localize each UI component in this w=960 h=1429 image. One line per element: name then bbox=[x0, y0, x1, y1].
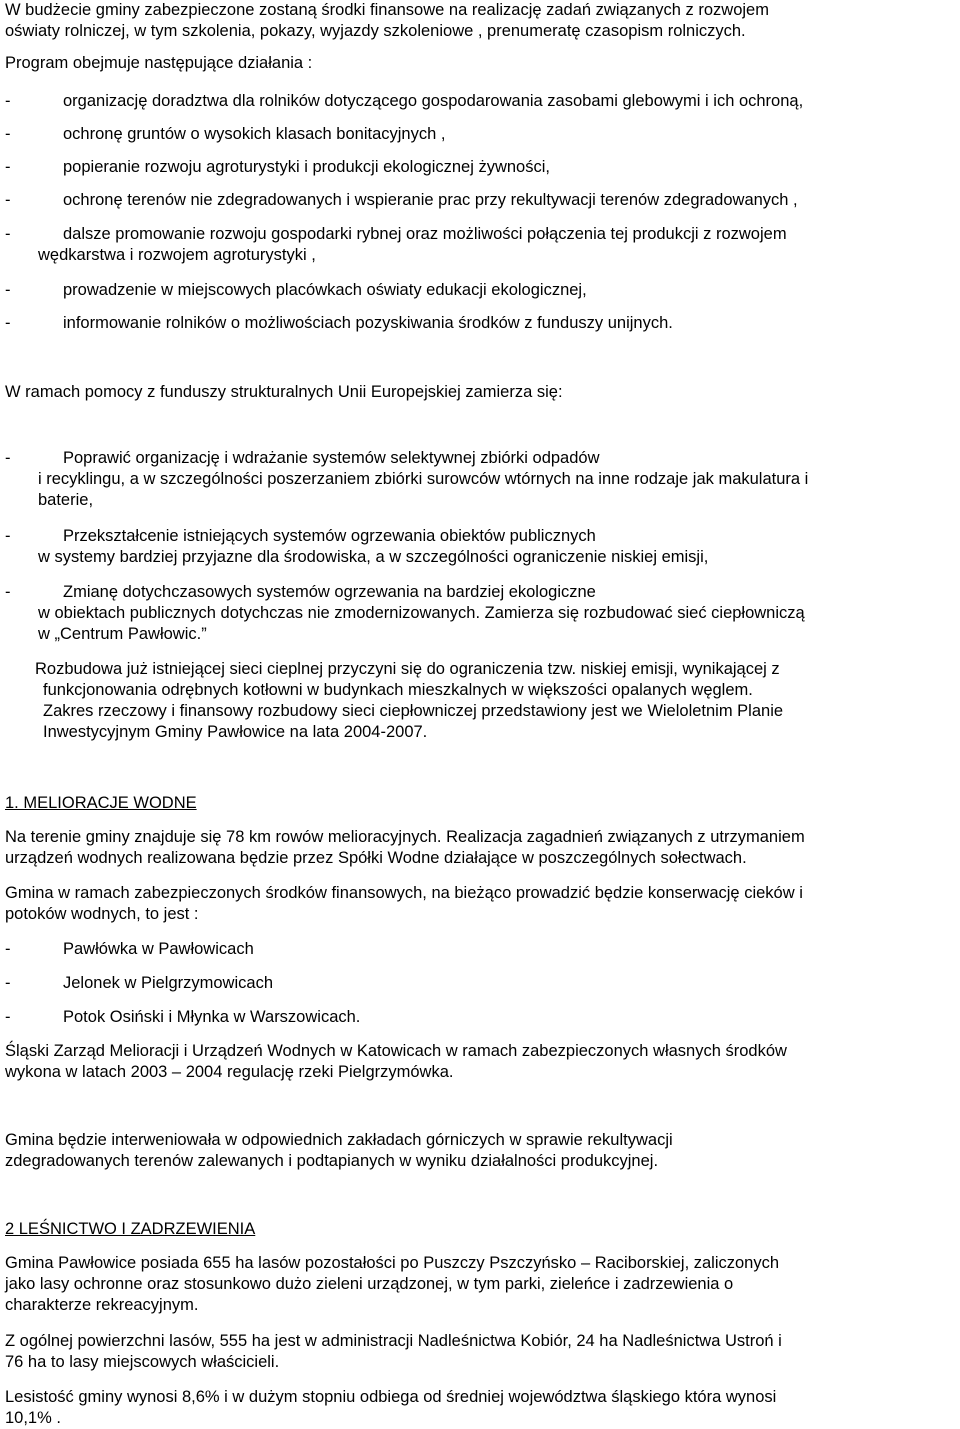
list-item-text: prowadzenie w miejscowych placówkach oświaty edukacji ekologicznej, bbox=[63, 281, 587, 299]
eu-list-item bbox=[5, 448, 956, 511]
list-item-text: Jelonek w Pielgrzymowicach bbox=[63, 974, 273, 992]
text-line: 10,1% . bbox=[5, 1409, 61, 1427]
text-line: Gmina Pawłowice posiada 655 ha lasów pozostałości po Puszczy Pszczyńsko – Raciborskiej, zaliczonych bbox=[5, 1254, 780, 1272]
list-dash: - bbox=[5, 940, 11, 958]
heating-paragraph bbox=[0, 659, 960, 743]
list-dash: - bbox=[5, 281, 11, 299]
list-dash: - bbox=[5, 158, 11, 176]
list-item-continuation: wędkarstwa i rozwojem agroturystyki , bbox=[38, 246, 316, 264]
list-dash: - bbox=[5, 125, 11, 143]
text-line: oświaty rolniczej, w tym szkolenia, pokazy, wyjazdy szkoleniowe , prenumeratę czasopism rolniczych. bbox=[5, 22, 746, 40]
list-item-continuation: w „Centrum Pawłowic.” bbox=[38, 625, 207, 643]
list-dash: - bbox=[5, 583, 11, 601]
list-item-text: Zmianę dotychczasowych systemów ogrzewania na bardziej ekologiczne bbox=[63, 583, 596, 601]
list-dash: - bbox=[5, 974, 11, 992]
text-line: Zakres rzeczowy i finansowy rozbudowy sieci ciepłowniczej przedstawiony jest we Wieloletnim Planie bbox=[43, 702, 784, 720]
melioracje-paragraph-3 bbox=[5, 1041, 956, 1083]
text-line: funkcjonowania odrębnych kotłowni w budynkach mieszkalnych w większości opalanych węglem. bbox=[43, 681, 753, 699]
stream-list-item bbox=[5, 939, 956, 960]
lesnictwo-paragraph-3 bbox=[5, 1387, 956, 1429]
program-list-item bbox=[5, 313, 956, 334]
list-item-continuation: baterie, bbox=[38, 491, 94, 509]
text-line: zdegradowanych terenów zalewanych i podtapianych w wyniku działalności produkcyjnej. bbox=[5, 1152, 659, 1170]
list-item-text: ochronę gruntów o wysokich klasach bonitacyjnych , bbox=[63, 125, 446, 143]
program-list-item bbox=[5, 190, 956, 211]
lesnictwo-paragraph-2 bbox=[5, 1331, 956, 1373]
list-dash: - bbox=[5, 314, 11, 332]
text-line: 76 ha to lasy miejscowych właścicieli. bbox=[5, 1353, 280, 1371]
list-item-text: Przekształcenie istniejących systemów ogrzewania obiektów publicznych bbox=[63, 527, 596, 545]
melioracje-paragraph-1 bbox=[5, 827, 956, 869]
list-item-text: popieranie rozwoju agroturystyki i produkcji ekologicznej żywności, bbox=[63, 158, 550, 176]
text-line: Rozbudowa już istniejącej sieci cieplnej przyczyni się do ograniczenia tzw. niskiej emisji, wynikającej z bbox=[35, 660, 780, 678]
eu-intro: W ramach pomocy z funduszy strukturalnych Unii Europejskiej zamierza się: bbox=[5, 383, 563, 401]
list-item-text: Potok Osiński i Młynka w Warszowicach. bbox=[63, 1008, 361, 1026]
text-line: Na terenie gminy znajduje się 78 km rowów melioracyjnych. Realizacja zagadnień związanych z utrzymaniem bbox=[5, 828, 805, 846]
stream-list-item bbox=[5, 1007, 956, 1028]
list-dash: - bbox=[5, 527, 11, 545]
list-item-text: Pawłówka w Pawłowicach bbox=[63, 940, 254, 958]
text-line: Lesistość gminy wynosi 8,6% i w dużym stopniu odbiega od średniej województwa śląskiego która wynosi bbox=[5, 1388, 777, 1406]
intro-paragraph bbox=[5, 0, 956, 42]
text-line: Z ogólnej powierzchni lasów, 555 ha jest w administracji Nadleśnictwa Kobiór, 24 ha Nadleśnictwa Ustroń i bbox=[5, 1332, 782, 1350]
list-item-text: dalsze promowanie rozwoju gospodarki rybnej oraz możliwości połączenia tej produkcji z rozwojem bbox=[63, 225, 787, 243]
list-dash: - bbox=[5, 449, 11, 467]
list-dash: - bbox=[5, 225, 11, 243]
stream-list-item bbox=[5, 973, 956, 994]
list-item-continuation: i recyklingu, a w szczególności poszerzaniem zbiórki surowców wtórnych na inne rodzaje jak makulatura i bbox=[38, 470, 809, 488]
list-dash: - bbox=[5, 191, 11, 209]
program-intro: Program obejmuje następujące działania : bbox=[5, 54, 313, 72]
program-list-item bbox=[5, 280, 956, 301]
text-line: potoków wodnych, to jest : bbox=[5, 905, 199, 923]
list-item-continuation: w systemy bardziej przyjazne dla środowiska, a w szczególności ograniczenie niskiej emisji, bbox=[38, 548, 709, 566]
section-heading-melioracje: 1. MELIORACJE WODNE bbox=[5, 794, 197, 812]
list-item-text: organizację doradztwa dla rolników dotyczącego gospodarowania zasobami glebowymi i ich ochroną, bbox=[63, 92, 804, 110]
list-item-text: ochronę terenów nie zdegradowanych i wspieranie prac przy rekultywacji terenów zdegradowanych , bbox=[63, 191, 798, 209]
program-list-item bbox=[5, 124, 956, 145]
list-item-continuation: w obiektach publicznych dotychczas nie zmodernizowanych. Zamierza się rozbudować sieć ciepłowniczą bbox=[38, 604, 805, 622]
text-line: Gmina będzie interweniowała w odpowiednich zakładach górniczych w sprawie rekultywacji bbox=[5, 1131, 673, 1149]
list-dash: - bbox=[5, 1008, 11, 1026]
text-line: Śląski Zarząd Melioracji i Urządzeń Wodnych w Katowicach w ramach zabezpieczonych własnych środków bbox=[5, 1042, 787, 1060]
section-heading-lesnictwo: 2 LEŚNICTWO I ZADRZEWIENIA bbox=[5, 1220, 256, 1238]
eu-list-item bbox=[5, 526, 956, 568]
melioracje-paragraph-2 bbox=[5, 883, 956, 925]
text-line: W budżecie gminy zabezpieczone zostaną środki finansowe na realizację zadań związanych z rozwojem bbox=[5, 1, 769, 19]
program-list-item bbox=[5, 157, 956, 178]
text-line: Inwestycyjnym Gminy Pawłowice na lata 2004-2007. bbox=[43, 723, 428, 741]
program-list-item bbox=[5, 224, 956, 266]
list-item-text: Poprawić organizację i wdrażanie systemów selektywnej zbiórki odpadów bbox=[63, 449, 600, 467]
text-line: jako lasy ochronne oraz stosunkowo dużo zieleni urządzonej, w tym parki, zieleńce i zadrzewienia o bbox=[5, 1275, 734, 1293]
text-line: Gmina w ramach zabezpieczonych środków finansowych, na bieżąco prowadzić będzie konserwację cieków i bbox=[5, 884, 803, 902]
program-list-item bbox=[5, 91, 956, 112]
text-line: urządzeń wodnych realizowana będzie przez Spółki Wodne działające w poszczególnych sołectwach. bbox=[5, 849, 747, 867]
text-line: wykona w latach 2003 – 2004 regulację rzeki Pielgrzymówka. bbox=[5, 1063, 454, 1081]
text-line: charakterze rekreacyjnym. bbox=[5, 1296, 199, 1314]
lesnictwo-paragraph-1 bbox=[5, 1253, 956, 1316]
list-dash: - bbox=[5, 92, 11, 110]
melioracje-paragraph-4 bbox=[5, 1130, 956, 1172]
list-item-text: informowanie rolników o możliwościach pozyskiwania środków z funduszy unijnych. bbox=[63, 314, 673, 332]
eu-list-item bbox=[5, 582, 956, 645]
